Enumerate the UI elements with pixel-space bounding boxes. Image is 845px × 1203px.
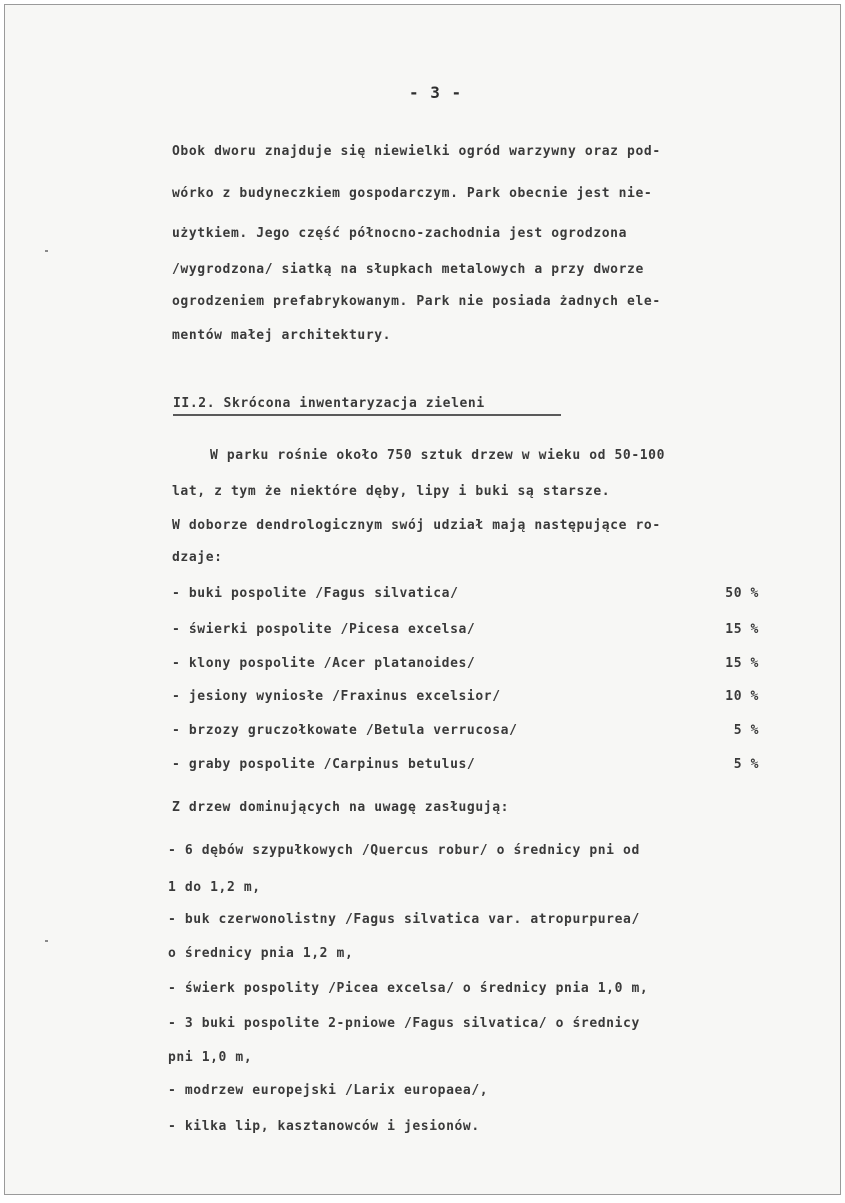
dominant-intro: Z drzew dominujących na uwagę zasługują: — [172, 800, 510, 815]
species-name: - buki pospolite /Fagus silvatica/ — [172, 586, 459, 601]
dominant-tree-line: 1 do 1,2 m, — [168, 880, 261, 895]
dominant-tree-line: - 3 buki pospolite 2-pniowe /Fagus silvatica/ o średnicy — [168, 1016, 640, 1031]
species-name: - graby pospolite /Carpinus betulus/ — [172, 757, 476, 772]
species-percent: 50 % — [725, 586, 759, 601]
inventory-line: dzaje: — [172, 550, 223, 565]
species-percent: 5 % — [733, 723, 759, 738]
section-heading: II.2. Skrócona inwentaryzacja zieleni — [173, 396, 485, 411]
dominant-tree-line: - buk czerwonolistny /Fagus silvatica var. atropurpurea/ — [168, 912, 640, 927]
species-name: - świerki pospolite /Picesa excelsa/ — [172, 622, 476, 637]
dominant-tree-line: - świerk pospolity /Picea excelsa/ o średnicy pnia 1,0 m, — [168, 981, 649, 996]
inventory-line: lat, z tym że niektóre dęby, lipy i buki są starsze. — [172, 484, 611, 499]
species-name: - klony pospolite /Acer platanoides/ — [172, 656, 476, 671]
page-number: - 3 - — [409, 83, 463, 102]
species-percent: 15 % — [725, 656, 759, 671]
species-name: - brzozy gruczołkowate /Betula verrucosa/ — [172, 723, 518, 738]
species-name: - jesiony wyniosłe /Fraxinus excelsior/ — [172, 689, 501, 704]
intro-line: Obok dworu znajduje się niewielki ogród warzywny oraz pod- — [172, 144, 661, 159]
document-page — [4, 4, 841, 1195]
dominant-tree-line: - kilka lip, kasztanowców i jesionów. — [168, 1119, 480, 1134]
dominant-tree-line: o średnicy pnia 1,2 m, — [168, 946, 354, 961]
margin-speck — [45, 940, 48, 942]
dominant-tree-line: pni 1,0 m, — [168, 1050, 253, 1065]
intro-line: mentów małej architektury. — [172, 328, 392, 343]
intro-line: ogrodzeniem prefabrykowanym. Park nie posiada żadnych ele- — [172, 294, 661, 309]
intro-line: /wygrodzona/ siatką na słupkach metalowych a przy dworze — [172, 262, 644, 277]
margin-speck — [45, 250, 48, 252]
intro-line: użytkiem. Jego część północno-zachodnia jest ogrodzona — [172, 226, 628, 241]
inventory-line: W parku rośnie około 750 sztuk drzew w wieku od 50-100 — [210, 448, 666, 463]
species-percent: 10 % — [725, 689, 759, 704]
intro-line: wórko z budyneczkiem gospodarczym. Park obecnie jest nie- — [172, 186, 653, 201]
heading-underline — [173, 414, 561, 416]
species-percent: 5 % — [733, 757, 759, 772]
inventory-line: W doborze dendrologicznym swój udział mają następujące ro- — [172, 518, 661, 533]
dominant-tree-line: - modrzew europejski /Larix europaea/, — [168, 1083, 489, 1098]
species-percent: 15 % — [725, 622, 759, 637]
dominant-tree-line: - 6 dębów szypułkowych /Quercus robur/ o średnicy pni od — [168, 843, 640, 858]
